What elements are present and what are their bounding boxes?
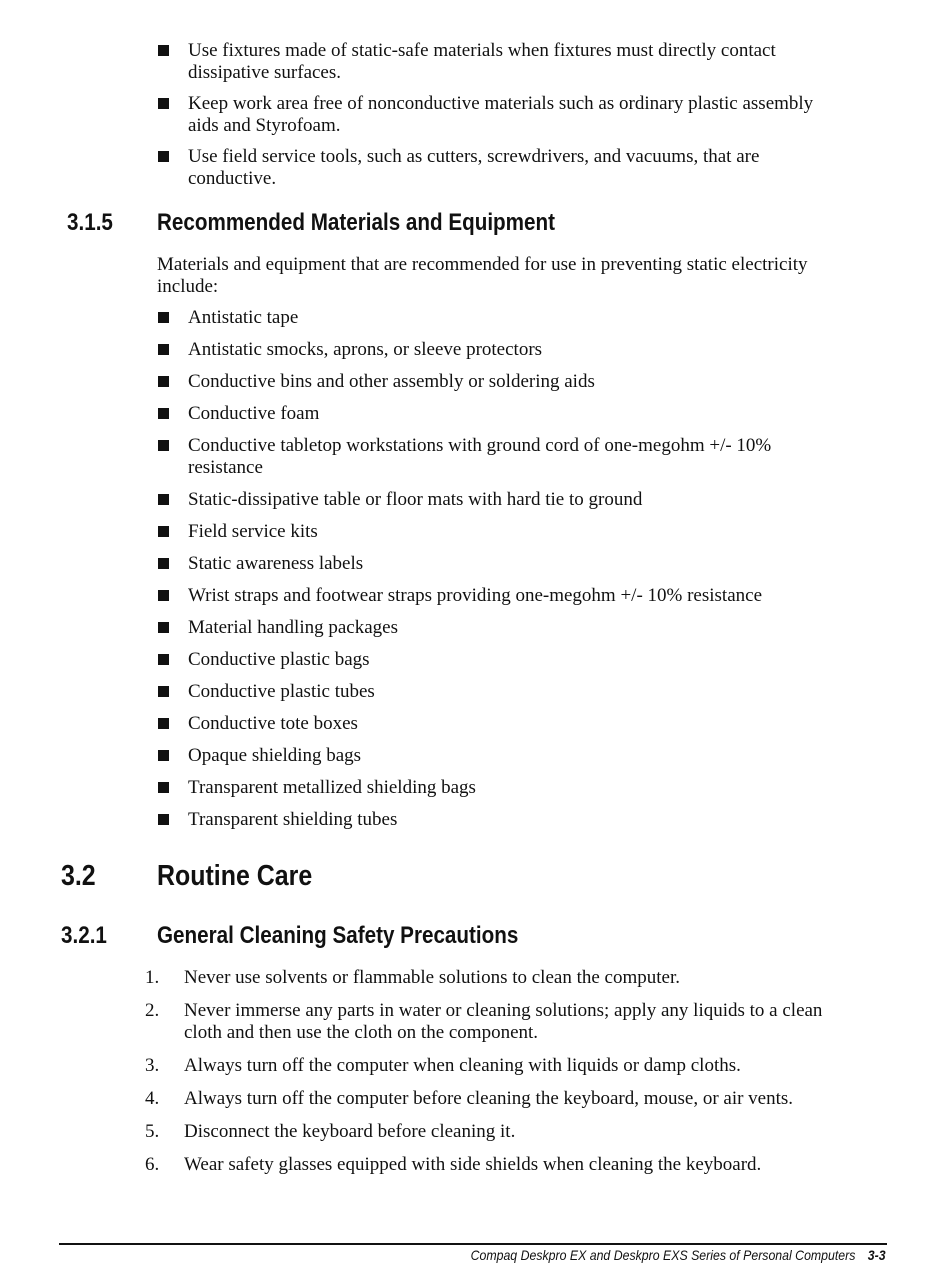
square-bullet-icon — [158, 558, 169, 569]
square-bullet-icon — [158, 98, 169, 109]
square-bullet-icon — [158, 782, 169, 793]
list-item: Conductive plastic bags — [157, 649, 847, 671]
numbered-item: 6. Wear safety glasses equipped with side shields when cleaning the keyboard. — [145, 1154, 762, 1175]
square-bullet-icon — [158, 526, 169, 537]
square-bullet-icon — [158, 151, 169, 162]
list-item: Conductive foam — [157, 403, 847, 425]
list-item: Opaque shielding bags — [157, 745, 847, 767]
list-item: Antistatic tape — [157, 307, 847, 329]
materials-list — [157, 307, 847, 841]
numbered-item: 5. Disconnect the keyboard before cleaning it. — [145, 1121, 516, 1142]
list-item: Conductive tote boxes — [157, 713, 847, 735]
cleaning-precautions-list — [145, 967, 845, 1187]
list-item: Field service kits — [157, 521, 847, 543]
footer-rule — [59, 1243, 887, 1245]
square-bullet-icon — [158, 654, 169, 665]
square-bullet-icon — [158, 590, 169, 601]
square-bullet-icon — [158, 45, 169, 56]
square-bullet-icon — [158, 376, 169, 387]
square-bullet-icon — [158, 408, 169, 419]
list-item: Static awareness labels — [157, 553, 847, 575]
bullet-item: Keep work area free of nonconductive materials such as ordinary plastic assembly aids and Styrofoam. — [157, 93, 847, 137]
page-footer — [471, 1247, 886, 1263]
square-bullet-icon — [158, 344, 169, 355]
square-bullet-icon — [158, 750, 169, 761]
numbered-item: 2. Never immerse any parts in water or cleaning solutions; apply any liquids to a clean cloth and then use the cloth on the component. — [145, 1000, 823, 1043]
square-bullet-icon — [158, 312, 169, 323]
square-bullet-icon — [158, 686, 169, 697]
numbered-item: 4. Always turn off the computer before cleaning the keyboard, mouse, or air vents. — [145, 1088, 794, 1109]
list-item: Conductive bins and other assembly or soldering aids — [157, 371, 847, 393]
list-item: Conductive tabletop workstations with ground cord of one-megohm +/- 10% resistance — [157, 435, 847, 479]
numbered-item: 1. Never use solvents or flammable solutions to clean the computer. — [145, 967, 680, 988]
list-item: Conductive plastic tubes — [157, 681, 847, 703]
list-item: Transparent shielding tubes — [157, 809, 847, 831]
list-item: Material handling packages — [157, 617, 847, 639]
section-315-title: Recommended Materials and Equipment — [157, 209, 555, 236]
list-item: Antistatic smocks, aprons, or sleeve protectors — [157, 339, 847, 361]
square-bullet-icon — [158, 494, 169, 505]
intro-bullet-list — [157, 40, 847, 199]
section-321-number: 3.2.1 — [61, 922, 107, 949]
section-32-title: Routine Care — [157, 860, 313, 892]
square-bullet-icon — [158, 440, 169, 451]
square-bullet-icon — [158, 622, 169, 633]
square-bullet-icon — [158, 814, 169, 825]
numbered-item: 3. Always turn off the computer when cleaning with liquids or damp cloths. — [145, 1055, 741, 1076]
list-item: Wrist straps and footwear straps providing one-megohm +/- 10% resistance — [157, 585, 847, 607]
square-bullet-icon — [158, 718, 169, 729]
page-number: 3-3 — [868, 1247, 886, 1263]
section-315-intro: Materials and equipment that are recommended for use in preventing static electricity include: — [157, 254, 808, 297]
list-item: Transparent metallized shielding bags — [157, 777, 847, 799]
bullet-item: Use field service tools, such as cutters, screwdrivers, and vacuums, that are conductive. — [157, 146, 847, 190]
footer-title: Compaq Deskpro EX and Deskpro EXS Series of Personal Computers — [471, 1247, 856, 1263]
section-321-title: General Cleaning Safety Precautions — [157, 922, 519, 949]
bullet-item: Use fixtures made of static-safe materials when fixtures must directly contact dissipative surfaces. — [157, 40, 847, 84]
list-item: Static-dissipative table or floor mats with hard tie to ground — [157, 489, 847, 511]
section-32-number: 3.2 — [61, 860, 96, 892]
section-315-number: 3.1.5 — [67, 209, 113, 236]
